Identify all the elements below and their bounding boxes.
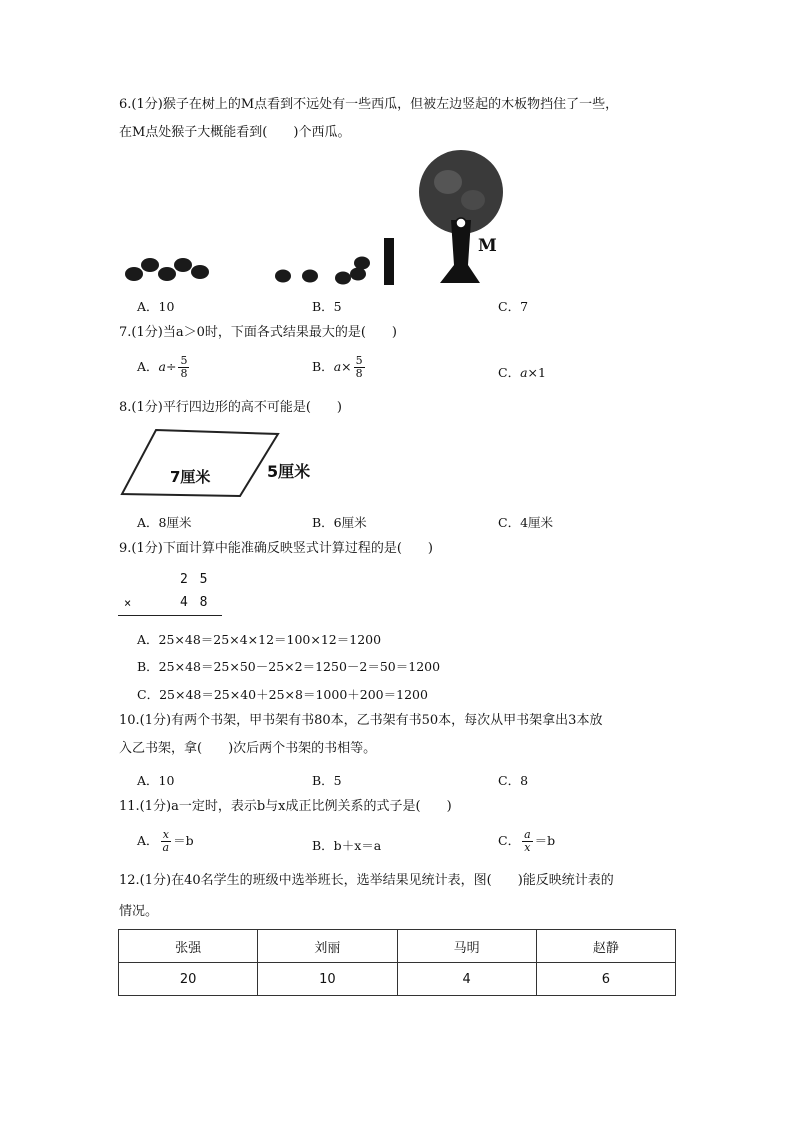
wooden-board — [384, 238, 394, 285]
fraction-denominator: 8 — [355, 367, 363, 380]
q12-stem-line1: 12.(1分)在40名学生的班级中选举班长，选举结果见统计表，图( )能反映统计表的 — [119, 873, 614, 888]
q10-stem-line2: 入乙书架，拿( )次后两个书架的书相等。 — [119, 741, 377, 756]
q7-option-a-fraction — [178, 355, 189, 380]
q10-stem-line1: 10.(1分)有两个书架，甲书架有书80本，乙书架有书50本，每次从甲书架拿出3本放 — [119, 713, 603, 728]
q7-option-a-var: a — [158, 359, 166, 374]
q6-stem-line1: 6.(1分)猴子在树上的M点看到不远处有一些西瓜，但被左边竖起的木板物挡住了一些， — [119, 97, 619, 112]
table-cell: 6 — [536, 963, 675, 996]
table-cell: 20 — [119, 963, 258, 996]
table-header-cell: 赵静 — [536, 930, 675, 963]
table-cell: 4 — [397, 963, 536, 996]
q12-stem-line2: 情况。 — [119, 904, 159, 919]
q8-side-label: 5厘米 — [267, 462, 311, 481]
q11-option-a-prefix: A． — [137, 833, 159, 848]
q7-option-a-op: ÷ — [165, 359, 177, 374]
fraction-denominator: 8 — [180, 367, 188, 380]
q7-option-c[interactable] — [498, 363, 546, 381]
q6-option-c[interactable]: C．7 — [498, 299, 529, 314]
vote-statistics-table — [118, 929, 676, 996]
table-header-row — [119, 930, 676, 963]
q7-option-c-rest: ×1 — [527, 365, 546, 380]
point-m-label: M — [478, 236, 497, 256]
q7-option-b[interactable] — [312, 355, 367, 380]
q7-option-b-op: × — [341, 359, 352, 374]
table-header-cell: 马明 — [397, 930, 536, 963]
q6-option-b[interactable]: B．5 — [312, 299, 342, 314]
fraction-numerator: 5 — [180, 354, 188, 367]
table-header-cell: 刘丽 — [258, 930, 397, 963]
q11-option-a-fraction — [161, 829, 172, 854]
fraction-numerator: x — [161, 829, 172, 842]
q8-parallelogram-figure — [118, 426, 288, 502]
q7-option-c-var: a — [520, 365, 528, 380]
q11-option-c-fraction — [522, 829, 533, 854]
q9-option-c[interactable]: C．25×48＝25×40＋25×8＝1000＋200＝1200 — [137, 687, 428, 702]
q7-stem: 7.(1分)当a＞0时，下面各式结果最大的是( ) — [119, 325, 397, 340]
q11-stem: 11.(1分)a一定时，表示b与x成正比例关系的式子是( ) — [119, 799, 452, 814]
q8-option-c[interactable]: C．4厘米 — [498, 515, 554, 530]
q7-option-a-prefix: A． — [137, 359, 159, 374]
q7-option-a[interactable] — [137, 355, 191, 380]
q11-option-a[interactable] — [137, 829, 194, 854]
q8-option-b[interactable]: B．6厘米 — [312, 515, 367, 530]
q10-option-b[interactable]: B．5 — [312, 773, 342, 788]
table-cell: 10 — [258, 963, 397, 996]
fraction-denominator: x — [524, 841, 531, 854]
q6-stem-line2: 在M点处猴子大概能看到( )个西瓜。 — [119, 125, 351, 140]
q7-option-b-var: a — [333, 359, 342, 374]
q8-stem: 8.(1分)平行四边形的高不可能是( ) — [119, 400, 342, 415]
q11-option-c-prefix: C． — [498, 833, 521, 848]
fraction-denominator: a — [162, 841, 170, 854]
q8-option-a[interactable]: A．8厘米 — [137, 515, 192, 530]
table-row — [119, 963, 676, 996]
q7-option-b-fraction — [354, 355, 365, 380]
q8-base-label: 7厘米 — [170, 468, 211, 486]
q7-option-c-prefix: C． — [498, 365, 521, 380]
q11-option-b[interactable]: B．b＋x＝a — [312, 838, 382, 853]
tree — [419, 150, 503, 283]
q11-option-c-rest: ＝b — [534, 833, 556, 848]
q7-option-b-prefix: B． — [312, 359, 334, 374]
q9-option-a[interactable]: A．25×48＝25×4×12＝100×12＝1200 — [137, 632, 382, 647]
q6-option-a[interactable]: A．10 — [137, 299, 175, 314]
q9-option-b[interactable]: B．25×48＝25×50－25×2＝1250－2＝50＝1200 — [137, 659, 441, 674]
fraction-numerator: 5 — [355, 354, 363, 367]
watermelons-left-group — [125, 258, 209, 281]
vertical-calc-top: 2 5 — [180, 572, 210, 587]
q10-option-c[interactable]: C．8 — [498, 773, 529, 788]
fraction-numerator: a — [524, 828, 531, 841]
watermelons-middle-group — [275, 257, 370, 285]
q11-option-c[interactable] — [498, 829, 555, 854]
table-header-cell: 张强 — [119, 930, 258, 963]
vertical-calc-bottom: 4 8 — [180, 595, 210, 610]
q9-stem: 9.(1分)下面计算中能准确反映竖式计算过程的是( ) — [119, 541, 433, 556]
vertical-calc-times: × — [124, 596, 132, 610]
q11-option-a-rest: ＝b — [173, 833, 194, 848]
vertical-calc-line — [118, 615, 222, 616]
q6-figure — [118, 150, 518, 290]
q10-option-a[interactable]: A．10 — [137, 773, 175, 788]
